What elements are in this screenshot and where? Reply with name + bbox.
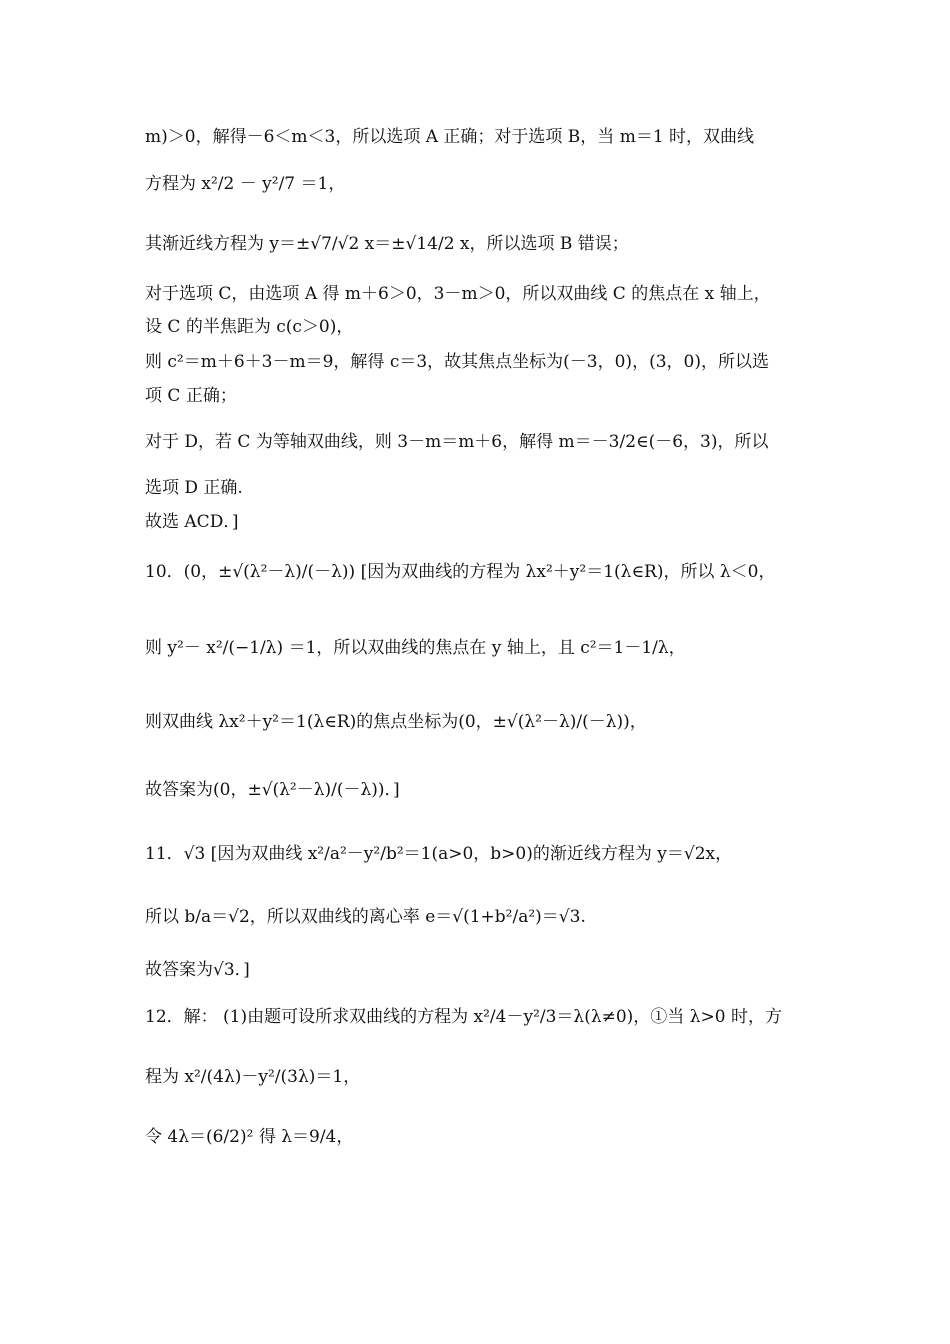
text-line: 对于 D，若 C 为等轴双曲线，则 3－m＝m＋6，解得 m＝－3/2∈(－6，3)，所以 (145, 432, 769, 452)
text-line: 方程为 x²/2 － y²/7 ＝1， (145, 174, 346, 194)
text-line: 令 4λ＝(6/2)² 得 λ＝9/4， (145, 1127, 354, 1147)
text-line: 则双曲线 λx²＋y²＝1(λ∈R)的焦点坐标为(0，±√(λ²－λ)/(－λ))， (145, 712, 647, 732)
text-line: 则 y²－ x²/(−1/λ) ＝1，所以双曲线的焦点在 y 轴上，且 c²＝1－1/λ， (145, 638, 686, 658)
text-line: 其渐近线方程为 y＝±√7/√2 x＝±√14/2 x，所以选项 B 错误； (145, 234, 629, 254)
text-line: m)＞0，解得－6＜m＜3，所以选项 A 正确；对于选项 B，当 m＝1 时，双曲线 (145, 127, 755, 147)
text-line: 故答案为√3．] (145, 960, 250, 980)
text-line: 设 C 的半焦距为 c(c＞0)， (145, 317, 354, 337)
text-line: 对于选项 C，由选项 A 得 m＋6＞0，3－m＞0，所以双曲线 C 的焦点在 x 轴上， (145, 284, 771, 304)
text-line: 所以 b/a＝√2，所以双曲线的离心率 e＝√(1+b²/a²)＝√3. (145, 907, 586, 927)
text-line: 故选 ACD．] (145, 512, 239, 532)
text-line: 程为 x²/(4λ)－y²/(3λ)＝1， (145, 1067, 361, 1087)
text-line: 则 c²＝m＋6＋3－m＝9，解得 c＝3，故其焦点坐标为(－3，0)，(3，0)，所以选 (145, 352, 769, 372)
text-line: 选项 D 正确. (145, 478, 243, 498)
text-line: 项 C 正确； (145, 386, 237, 406)
text-line: 11．√3 [因为双曲线 x²/a²－y²/b²＝1(a>0，b>0)的渐近线方程为 y＝√2x， (145, 844, 733, 864)
text-line: 故答案为(0，±√(λ²－λ)/(－λ))．] (145, 780, 400, 800)
text-line: 12．解： (1)由题可设所求双曲线的方程为 x²/4－y²/3＝λ(λ≠0)，①当 λ>0 时，方 (145, 1007, 782, 1027)
text-line: 10．(0，±√(λ²－λ)/(－λ)) [因为双曲线的方程为 λx²＋y²＝1(λ∈R)，所以 λ＜0， (145, 562, 776, 582)
